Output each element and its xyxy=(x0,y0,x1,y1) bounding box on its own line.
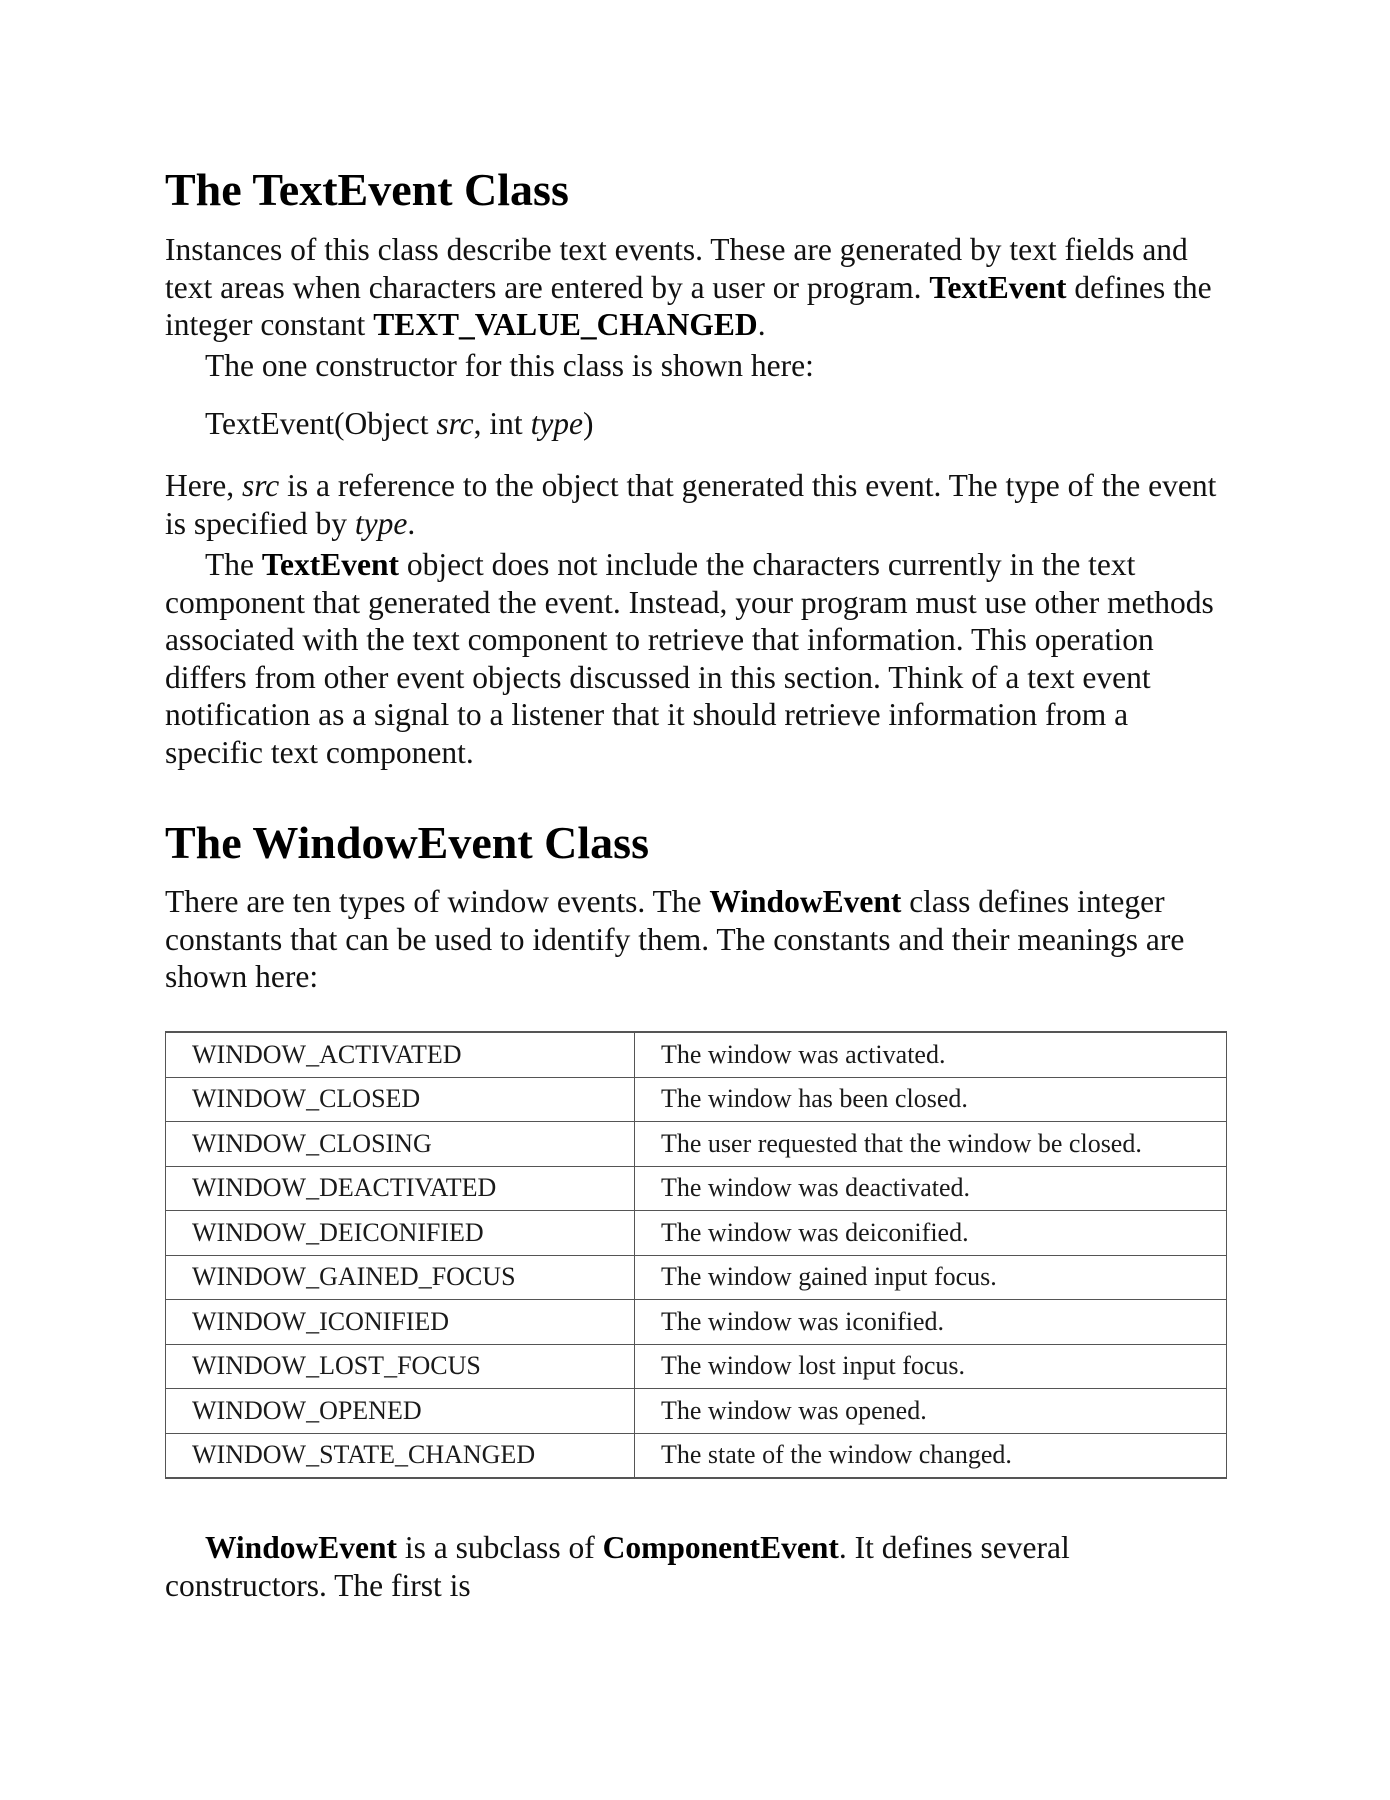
constant-cell: WINDOW_OPENED xyxy=(166,1389,635,1434)
meaning-cell: The window was deiconified. xyxy=(635,1211,1227,1256)
code-param: type xyxy=(530,406,584,441)
constant-cell: WINDOW_LOST_FOCUS xyxy=(166,1344,635,1389)
meaning-cell: The window was activated. xyxy=(635,1032,1227,1077)
textevent-detail-paragraph xyxy=(165,546,1225,771)
windowevent-intro-paragraph xyxy=(165,883,1235,996)
code-run: , int xyxy=(473,406,531,441)
bold-constant: TEXT_VALUE_CHANGED xyxy=(373,307,758,342)
constant-cell: WINDOW_ICONIFIED xyxy=(166,1300,635,1345)
text-run: . It defines several constructors. The first is xyxy=(165,1530,1070,1603)
text-run: The xyxy=(205,547,262,582)
meaning-cell: The window lost input focus. xyxy=(635,1344,1227,1389)
text-run: . xyxy=(757,307,766,342)
text-run: There are ten types of window events. The xyxy=(165,884,710,919)
text-run: object does not include the characters currently in the text component that generated the event. Instead, your program must use other methods associated with the text component to retrieve that information. This operation differs from other event objects discussed in this section. Think of a text event notification as a signal to a listener that it should retrieve information from a specific text component. xyxy=(165,547,1214,770)
code-param: src xyxy=(436,406,474,441)
constant-cell: WINDOW_DEICONIFIED xyxy=(166,1211,635,1256)
text-run: class defines integer constants that can be used to identify them. The constants and their meanings are shown here: xyxy=(165,884,1185,994)
italic-term: src xyxy=(241,468,280,503)
window-event-constants-table xyxy=(165,1031,1227,1479)
constant-cell: WINDOW_GAINED_FOCUS xyxy=(166,1255,635,1300)
constructor-explanation-paragraph xyxy=(165,467,1225,542)
text-run: is a subclass of xyxy=(396,1530,603,1565)
meaning-cell: The window was deactivated. xyxy=(635,1166,1227,1211)
table-row xyxy=(166,1166,1227,1211)
table-row xyxy=(166,1255,1227,1300)
constant-cell: WINDOW_STATE_CHANGED xyxy=(166,1433,635,1478)
constructor-intro-paragraph: The one constructor for this class is shown here: xyxy=(205,348,814,383)
meaning-cell: The state of the window changed. xyxy=(635,1433,1227,1478)
italic-term: type xyxy=(354,505,408,541)
table-row xyxy=(166,1344,1227,1389)
windowevent-subclass-paragraph xyxy=(165,1529,1225,1604)
meaning-cell: The window was opened. xyxy=(635,1389,1227,1434)
meaning-cell: The user requested that the window be closed. xyxy=(635,1122,1227,1167)
bold-term: TextEvent xyxy=(261,547,399,582)
table-row xyxy=(166,1211,1227,1256)
textevent-intro-paragraph xyxy=(165,231,1235,344)
constant-cell: WINDOW_CLOSING xyxy=(166,1122,635,1167)
table-row xyxy=(166,1032,1227,1077)
meaning-cell: The window was iconified. xyxy=(635,1300,1227,1345)
text-run: . xyxy=(407,505,416,541)
bold-term: WindowEvent xyxy=(709,884,902,919)
table-row xyxy=(166,1389,1227,1434)
meaning-cell: The window gained input focus. xyxy=(635,1255,1227,1300)
section-heading-textevent: The TextEvent Class xyxy=(165,164,569,215)
text-run: defines the integer constant xyxy=(165,269,1212,342)
text-run: Here, xyxy=(165,468,242,503)
constant-cell: WINDOW_DEACTIVATED xyxy=(166,1166,635,1211)
bold-term: WindowEvent xyxy=(205,1530,397,1565)
table-row xyxy=(166,1077,1227,1122)
table-row xyxy=(166,1433,1227,1478)
section-heading-windowevent: The WindowEvent Class xyxy=(165,817,649,868)
code-run: TextEvent(Object xyxy=(205,406,437,441)
constant-cell: WINDOW_ACTIVATED xyxy=(166,1032,635,1077)
table-row xyxy=(166,1122,1227,1167)
bold-term: TextEvent xyxy=(929,269,1067,305)
meaning-cell: The window has been closed. xyxy=(635,1077,1227,1122)
text-run: is a reference to the object that generated this event. The type of the event is specified by xyxy=(165,468,1217,541)
bold-term: ComponentEvent xyxy=(602,1530,839,1565)
table-row xyxy=(166,1300,1227,1345)
constant-cell: WINDOW_CLOSED xyxy=(166,1077,635,1122)
constructor-signature xyxy=(165,405,594,443)
code-run: ) xyxy=(583,406,594,441)
text-run: Instances of this class describe text events. These are generated by text fields and text areas when characters are entered by a user or program. xyxy=(165,232,1188,305)
